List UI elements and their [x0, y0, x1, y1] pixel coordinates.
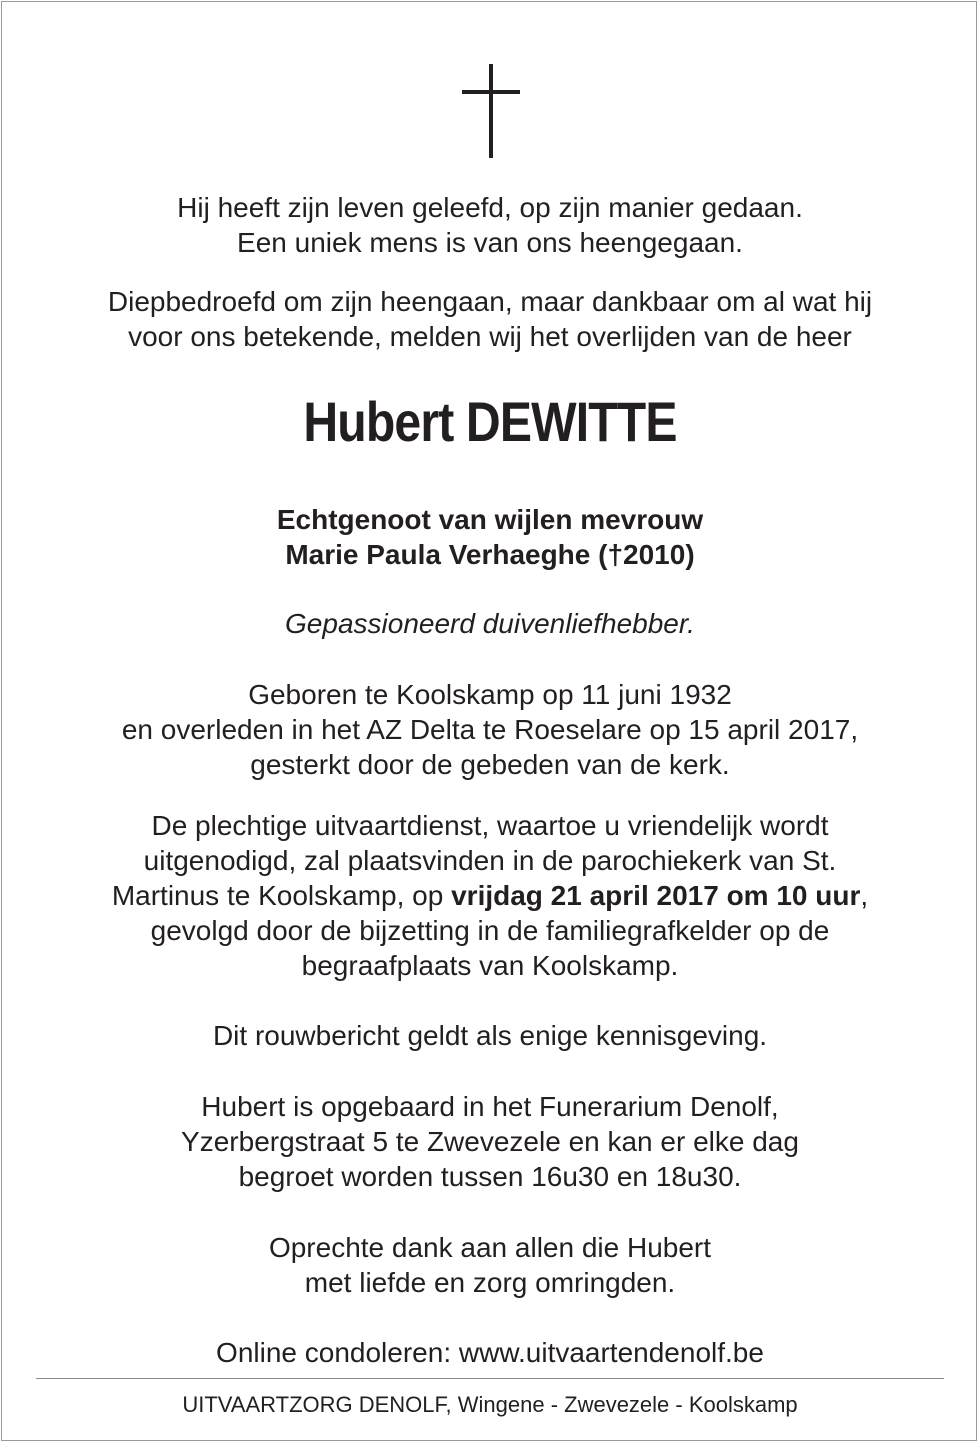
- notice: Dit rouwbericht geldt als enige kennisgeving.: [212, 1020, 768, 1051]
- service-line: gevolgd door de bijzetting in de familiegrafkelder op de: [150, 915, 830, 946]
- service-text: Martinus te Koolskamp, op: [111, 880, 452, 911]
- online-condolences: Online condoleren: www.uitvaartendenolf.be: [216, 1337, 764, 1368]
- service-text: ,: [860, 880, 869, 911]
- thanks: [0, 1230, 980, 1300]
- life-details: [0, 677, 980, 782]
- viewing-line: Yzerbergstraat 5 te Zwevezele en kan er elke dag: [181, 1126, 799, 1157]
- service-line: uitgenodigd, zal plaatsvinden in de parochiekerk van St.: [143, 845, 837, 876]
- funeral-home-footer: UITVAARTZORG DENOLF, Wingene - Zwevezele - Koolskamp: [182, 1392, 798, 1417]
- spouse-line: Echtgenoot van wijlen mevrouw: [276, 504, 704, 535]
- announcement-line: Diepbedroefd om zijn heengaan, maar dankbaar om al wat hij: [107, 286, 873, 317]
- life-line: gesterkt door de gebeden van de kerk.: [250, 749, 730, 780]
- service-line: [0, 878, 980, 913]
- service-line: begraafplaats van Koolskamp.: [301, 950, 679, 981]
- viewing-line: Hubert is opgebaard in het Funerarium Denolf,: [201, 1091, 779, 1122]
- viewing-details: [0, 1089, 980, 1194]
- thanks-line: met liefde en zorg omringden.: [304, 1267, 676, 1298]
- viewing-line: begroet worden tussen 16u30 en 18u30.: [238, 1161, 742, 1192]
- hobby: Gepassioneerd duivenliefhebber.: [285, 608, 695, 639]
- service-details: [0, 808, 980, 983]
- announcement-line: voor ons betekende, melden wij het overlijden van de heer: [128, 321, 852, 352]
- announcement: [0, 284, 980, 354]
- verse: [0, 190, 980, 260]
- service-date: vrijdag 21 april 2017 om 10 uur: [451, 880, 861, 911]
- life-line: Geboren te Koolskamp op 11 juni 1932: [248, 679, 732, 710]
- verse-line: Hij heeft zijn leven geleefd, op zijn manier gedaan.: [177, 192, 803, 223]
- cross-icon: [462, 64, 520, 158]
- spouse-line: Marie Paula Verhaeghe (†2010): [285, 539, 695, 570]
- service-line: De plechtige uitvaartdienst, waartoe u vriendelijk wordt: [151, 810, 829, 841]
- thanks-line: Oprechte dank aan allen die Hubert: [268, 1232, 712, 1263]
- life-line: en overleden in het AZ Delta te Roeselare op 15 april 2017,: [121, 714, 859, 745]
- verse-line: Een uniek mens is van ons heengegaan.: [237, 227, 743, 258]
- spouse-info: [0, 502, 980, 572]
- divider: [36, 1378, 944, 1379]
- deceased-name: Hubert DEWITTE: [303, 390, 677, 453]
